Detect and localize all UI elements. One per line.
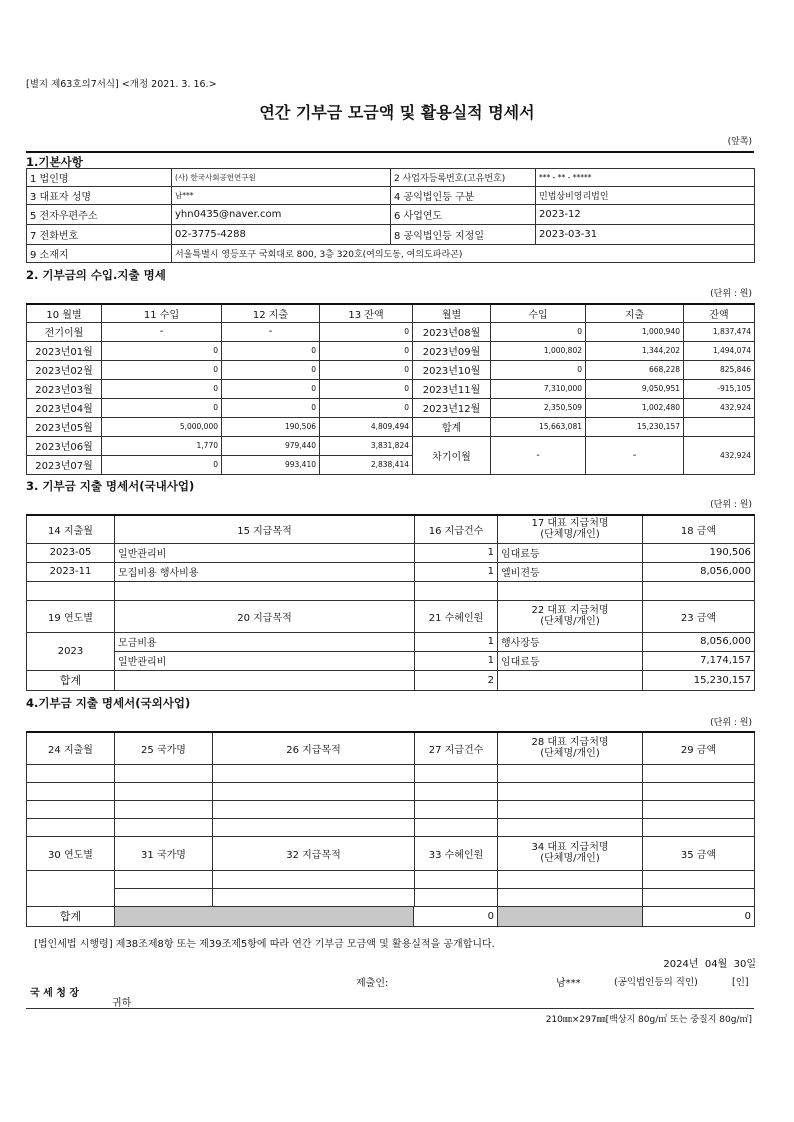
page-side-label: (앞쪽)	[727, 137, 752, 147]
empty-cell	[115, 818, 213, 836]
cell-recipient: 행사장등	[498, 632, 643, 651]
cell-income-2: 7,310,000	[491, 379, 586, 398]
cell-balance-2: 1,494,074	[684, 341, 755, 360]
empty-cell	[498, 581, 643, 600]
header-recipient-line1: 17 대표 지급처명	[531, 518, 609, 530]
basic-row	[27, 245, 755, 263]
total-gray-cell	[498, 906, 643, 926]
empty-cell	[498, 670, 643, 690]
cell-expense-2: 1,002,480	[586, 398, 684, 417]
value-corp-type: 민법상비영리법인	[536, 187, 755, 205]
header-count: 27 지급건수	[415, 732, 498, 764]
cell-count: 1	[415, 632, 498, 651]
cell-amount: 8,056,000	[643, 632, 755, 651]
header-income: 11 수입	[102, 304, 222, 322]
header-amount: 29 금액	[643, 732, 755, 764]
cell-expense-2: 15,230,157	[586, 417, 684, 436]
empty-row	[27, 764, 755, 782]
paper-spec: 210㎜×297㎜[백상지 80g/㎡ 또는 중질지 80g/㎡]	[545, 1015, 752, 1025]
empty-cell	[415, 800, 498, 818]
header-recipient-line2: (단체명/개인)	[540, 748, 600, 760]
cell-balance: 0	[320, 341, 413, 360]
empty-cell	[498, 764, 643, 782]
value-email: yhn0435@naver.com	[172, 205, 391, 225]
cell-balance: 3,831,824	[320, 436, 413, 455]
empty-cell	[643, 782, 755, 800]
cell-month: 2023년04월	[27, 398, 102, 417]
cell-expense: 0	[222, 360, 320, 379]
header-recipient-line2: (단체명/개인)	[540, 853, 600, 864]
basic-row	[27, 187, 755, 205]
header-amount: 35 금액	[643, 836, 755, 870]
cell-amount: 8,056,000	[643, 562, 755, 581]
cell-amount: 190,506	[643, 543, 755, 562]
empty-row	[27, 818, 755, 836]
header-recipient	[498, 515, 643, 543]
header-recipient-line2: (단체명/개인)	[540, 616, 600, 627]
submission-date: 2024년 04월 30일	[663, 959, 756, 970]
cell-income-2: 2,350,509	[491, 398, 586, 417]
seal-mark: [인]	[732, 977, 749, 988]
empty-cell	[213, 800, 415, 818]
label-fiscal-year: 6 사업연도	[391, 205, 536, 225]
empty-cell	[498, 800, 643, 818]
total-count: 0	[413, 907, 497, 926]
empty-cell	[415, 581, 498, 600]
cell-expense: 0	[222, 379, 320, 398]
basic-row	[27, 169, 755, 187]
table-row	[27, 360, 755, 379]
empty-cell	[27, 581, 115, 600]
cell-expense-2: 1,344,202	[586, 341, 684, 360]
submitter-label: 제출인:	[356, 978, 389, 989]
empty-cell	[213, 782, 415, 800]
table-row	[27, 398, 755, 417]
empty-row	[27, 581, 755, 600]
cell-month: 2023년02월	[27, 360, 102, 379]
cell-carry-balance: 432,924	[684, 436, 755, 474]
overseas-header-row-b	[27, 836, 755, 870]
basic-row	[27, 225, 755, 245]
basic-row	[27, 205, 755, 225]
section2-unit: (단위 : 원)	[710, 289, 752, 299]
label-corp-name: 1 법인명	[27, 169, 172, 187]
header-amount: 23 금액	[643, 600, 755, 632]
cell-income: -	[102, 322, 222, 341]
value-biz-number: *** - ** - *****	[536, 169, 755, 187]
legal-notice: [법인세법 시행령] 제38조제8항 또는 제39조제5항에 따라 연간 기부금 모금액 및 활용실적을 공개합니다.	[34, 939, 495, 950]
cell-income-2: 0	[491, 360, 586, 379]
total-label: 합계	[27, 906, 115, 926]
total-amount: 15,230,157	[643, 670, 755, 690]
cell-expense: -	[222, 322, 320, 341]
value-fiscal-year: 2023-12	[536, 205, 755, 225]
cell-recipient: 엘비젼등	[498, 562, 643, 581]
cell-month-2: 2023년08월	[413, 322, 491, 341]
value-address: 서울특별시 영등포구 국회대로 800, 3층 320호(여의도동, 여의도파라곤)	[172, 245, 755, 263]
cell-month: 전기이월	[27, 322, 102, 341]
header-month: 14 지출월	[27, 515, 115, 543]
table-row	[27, 651, 755, 670]
table-row	[27, 436, 755, 455]
cell-income: 0	[102, 379, 222, 398]
empty-cell	[27, 782, 115, 800]
empty-cell	[498, 782, 643, 800]
cell-recipient: 임대료등	[498, 651, 643, 670]
cell-income: 0	[102, 455, 222, 474]
cell-income: 0	[102, 341, 222, 360]
section4-unit: (단위 : 원)	[710, 718, 752, 728]
empty-row	[27, 782, 755, 800]
header-recipient	[498, 836, 643, 870]
header-month: 24 지출월	[27, 732, 115, 764]
basic-info-table	[26, 168, 755, 263]
empty-cell	[27, 818, 115, 836]
header-purpose: 15 지급목적	[115, 515, 415, 543]
value-phone: 02-3775-4288	[172, 225, 391, 245]
header-purpose: 32 지급목적	[213, 836, 415, 870]
cell-income: 5,000,000	[102, 417, 222, 436]
empty-cell	[498, 818, 643, 836]
cell-month: 2023년03월	[27, 379, 102, 398]
cell-balance-2: 1,837,474	[684, 322, 755, 341]
value-corp-name: (사) 한국사회공헌연구원	[172, 169, 391, 187]
empty-cell	[115, 581, 415, 600]
section4-heading: 4.기부금 지출 명세서(국외사업)	[26, 696, 191, 710]
empty-cell	[415, 782, 498, 800]
gwiha-label: 귀하	[112, 998, 132, 1009]
cell-month-2: 합계	[413, 417, 491, 436]
empty-cell	[498, 870, 643, 888]
total-amount: 0	[643, 906, 755, 926]
header-purpose: 20 지급목적	[115, 600, 415, 632]
domestic-expense-table	[26, 514, 755, 691]
cell-carry-label: 차기이월	[413, 436, 491, 474]
table-row	[27, 543, 755, 562]
cell-month-2: 2023년11월	[413, 379, 491, 398]
header-year: 19 연도별	[27, 600, 115, 632]
header-recipient	[498, 732, 643, 764]
label-email: 5 전자우편주소	[27, 205, 172, 225]
cell-month: 2023년06월	[27, 436, 102, 455]
table-row	[27, 632, 755, 651]
table-row	[27, 417, 755, 436]
cell-balance: 0	[320, 322, 413, 341]
cell-income-2: 1,000,802	[491, 341, 586, 360]
value-designation-date: 2023-03-31	[536, 225, 755, 245]
table-row	[27, 341, 755, 360]
domestic-header-row	[27, 515, 755, 543]
cell-count: 1	[415, 562, 498, 581]
empty-cell	[415, 764, 498, 782]
page-title: 연간 기부금 모금액 및 활용실적 명세서	[259, 103, 535, 122]
submitter-role: (공익법인등의 직인)	[614, 977, 698, 988]
table-row	[27, 379, 755, 398]
label-address: 9 소재지	[27, 245, 172, 263]
empty-cell	[415, 888, 498, 906]
cell-purpose: 일반관리비	[115, 543, 415, 562]
footer-rule	[26, 1008, 754, 1009]
cell-balance: 4,809,494	[320, 417, 413, 436]
empty-cell	[643, 581, 755, 600]
header-recipient-line1: 28 대표 지급처명	[531, 737, 609, 749]
header-recipient-line1: 34 대표 지급처명	[531, 842, 609, 853]
cell-month-2: 2023년12월	[413, 398, 491, 417]
total-count: 2	[415, 670, 498, 690]
cell-year: 2023	[27, 632, 115, 670]
cell-income-2: 0	[491, 322, 586, 341]
cell-income-2: 15,663,081	[491, 417, 586, 436]
header-balance-2: 잔액	[684, 304, 755, 322]
cell-count: 1	[415, 543, 498, 562]
header-expense-2: 지출	[586, 304, 684, 322]
cell-income: 0	[102, 398, 222, 417]
empty-cell	[27, 870, 115, 906]
value-rep-name: 남***	[172, 187, 391, 205]
label-designation-date: 8 공익법인등 지정일	[391, 225, 536, 245]
empty-cell	[115, 870, 213, 888]
section3-unit: (단위 : 원)	[710, 500, 752, 510]
empty-cell	[115, 764, 213, 782]
empty-cell	[115, 670, 415, 690]
empty-cell	[213, 870, 415, 888]
label-phone: 7 전화번호	[27, 225, 172, 245]
section3-heading: 3. 기부금 지출 명세서(국내사업)	[26, 479, 195, 493]
cell-income: 1,770	[102, 436, 222, 455]
empty-row	[27, 800, 755, 818]
header-country: 31 국가명	[115, 836, 213, 870]
empty-cell	[115, 888, 213, 906]
empty-cell	[213, 764, 415, 782]
header-recipient	[498, 600, 643, 632]
cell-purpose: 모집비용 행사비용	[115, 562, 415, 581]
income-header-row	[27, 304, 755, 322]
cell-expense: 993,410	[222, 455, 320, 474]
total-label: 합계	[27, 670, 115, 690]
cell-month: 2023년07월	[27, 455, 102, 474]
cell-balance: 0	[320, 360, 413, 379]
header-beneficiaries: 33 수혜인원	[415, 836, 498, 870]
header-expense: 12 지출	[222, 304, 320, 322]
label-rep-name: 3 대표자 성명	[27, 187, 172, 205]
empty-row	[27, 888, 755, 906]
header-amount: 18 금액	[643, 515, 755, 543]
empty-cell	[115, 782, 213, 800]
cell-month: 2023-05	[27, 543, 115, 562]
cell-balance-2: 825,846	[684, 360, 755, 379]
domestic-header-row-b	[27, 600, 755, 632]
header-country: 25 국가명	[115, 732, 213, 764]
header-income-2: 수입	[491, 304, 586, 322]
empty-cell	[643, 870, 755, 888]
cell-balance: 2,838,414	[320, 455, 413, 474]
empty-cell	[27, 764, 115, 782]
table-row	[27, 562, 755, 581]
total-row	[27, 906, 755, 926]
cell-expense-2: 1,000,940	[586, 322, 684, 341]
empty-cell	[27, 800, 115, 818]
cell-count: 1	[415, 651, 498, 670]
cell-balance-2: -915,105	[684, 379, 755, 398]
cell-month: 2023년01월	[27, 341, 102, 360]
cell-purpose: 모금비용	[115, 632, 415, 651]
header-year: 30 연도별	[27, 836, 115, 870]
header-purpose: 26 지급목적	[213, 732, 415, 764]
overseas-expense-table	[26, 731, 755, 927]
cell-expense: 0	[222, 398, 320, 417]
form-reference: [별지 제63호의7서식] <개정 2021. 3. 16.>	[26, 79, 217, 90]
cell-month: 2023년05월	[27, 417, 102, 436]
header-count: 16 지급건수	[415, 515, 498, 543]
section2-heading: 2. 기부금의 수입.지출 명세	[26, 268, 166, 282]
header-balance: 13 잔액	[320, 304, 413, 322]
label-biz-number: 2 사업자등록번호(고유번호)	[391, 169, 536, 187]
header-recipient-line1: 22 대표 지급처명	[531, 605, 609, 616]
cell-expense: 190,506	[222, 417, 320, 436]
header-beneficiaries: 21 수혜인원	[415, 600, 498, 632]
cell-income: 0	[102, 360, 222, 379]
empty-row	[27, 870, 755, 888]
empty-cell	[213, 888, 415, 906]
cell-carry-income: -	[491, 436, 586, 474]
empty-cell	[643, 800, 755, 818]
label-corp-type: 4 공익법인등 구분	[391, 187, 536, 205]
cell-expense-2: 9,050,951	[586, 379, 684, 398]
empty-cell	[643, 888, 755, 906]
empty-cell	[643, 818, 755, 836]
cell-carry-expense: -	[586, 436, 684, 474]
header-month: 10 월별	[27, 304, 102, 322]
cell-expense-2: 668,228	[586, 360, 684, 379]
submitter-name: 남***	[556, 978, 581, 989]
overseas-header-row	[27, 732, 755, 764]
table-row	[27, 322, 755, 341]
cell-amount: 7,174,157	[643, 651, 755, 670]
cell-balance-2: 432,924	[684, 398, 755, 417]
empty-cell	[498, 888, 643, 906]
income-expense-table	[26, 303, 755, 475]
empty-cell	[213, 818, 415, 836]
empty-cell	[643, 764, 755, 782]
cell-purpose: 일반관리비	[115, 651, 415, 670]
section1-heading: 1.기본사항	[26, 151, 754, 170]
header-recipient-line2: (단체명/개인)	[540, 529, 600, 541]
empty-cell	[415, 870, 498, 888]
recipient-office: 국 세 청 장	[30, 988, 80, 999]
cell-balance: 0	[320, 379, 413, 398]
cell-month-2: 2023년10월	[413, 360, 491, 379]
empty-cell	[115, 800, 213, 818]
total-gray-block	[115, 906, 498, 926]
total-row	[27, 670, 755, 690]
cell-balance-2	[684, 417, 755, 436]
cell-expense: 0	[222, 341, 320, 360]
cell-balance: 0	[320, 398, 413, 417]
header-month-2: 월별	[413, 304, 491, 322]
cell-recipient: 임대료등	[498, 543, 643, 562]
cell-month-2: 2023년09월	[413, 341, 491, 360]
cell-month: 2023-11	[27, 562, 115, 581]
cell-expense: 979,440	[222, 436, 320, 455]
empty-cell	[415, 818, 498, 836]
